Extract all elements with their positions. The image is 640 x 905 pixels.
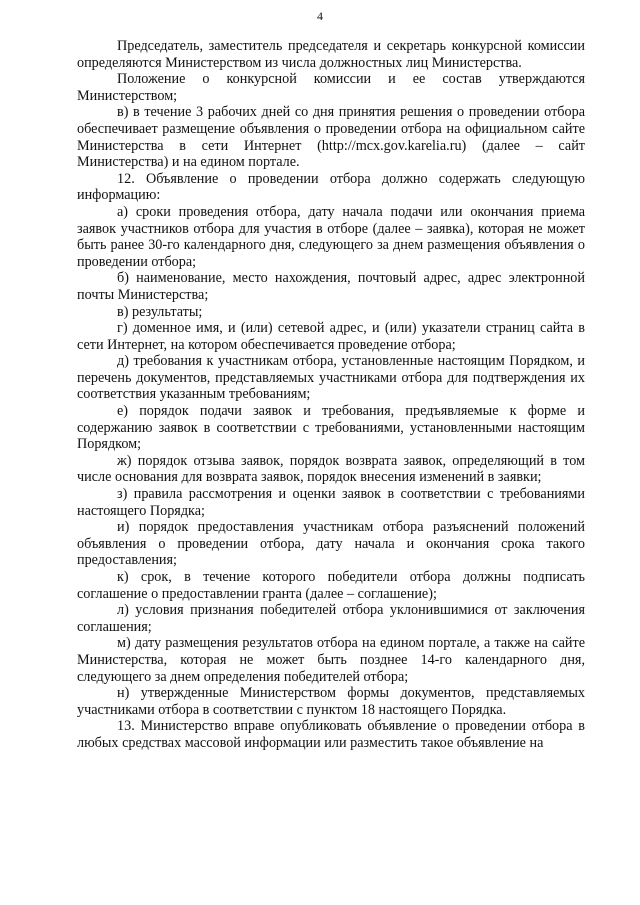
paragraph-item-d: д) требования к участникам отбора, установленные настоящим Порядком, и перечень документов, представляемых участниками отбора для подтверждения их соответствия указанным требованиям; (77, 353, 585, 403)
paragraph-item-v-publication: в) в течение 3 рабочих дней со дня принятия решения о проведении отбора обеспечивает размещение объявления о проведении отбора на официальном сайте Министерства в сети Интернет (http://mcx.gov.karelia.ru) (далее – сайт Министерства) и на едином портале. (77, 104, 585, 171)
paragraph-item-k: к) срок, в течение которого победители отбора должны подписать соглашение о предоставлении гранта (далее – соглашение); (77, 569, 585, 602)
document-body (77, 38, 585, 752)
paragraph-item-z: з) правила рассмотрения и оценки заявок в соответствии с требованиями настоящего Порядка; (77, 486, 585, 519)
paragraph-item-zh: ж) порядок отзыва заявок, порядок возврата заявок, определяющий в том числе основания для возврата заявок, порядок внесения изменений в заявки; (77, 452, 585, 486)
paragraph-commission-regulation: Положение о конкурсной комиссии и ее состав утверждаются Министерством; (77, 71, 585, 104)
page-number: 4 (317, 9, 323, 23)
paragraph-item-e: е) порядок подачи заявок и требования, предъявляемые к форме и содержанию заявок в соответствии с требованиями, установленными настоящим Порядком; (77, 403, 585, 453)
paragraph-commission-officials: Председатель, заместитель председателя и секретарь конкурсной комиссии определяются Министерством из числа должностных лиц Министерства. (77, 38, 585, 71)
paragraph-item-v: в) результаты; (117, 303, 203, 320)
paragraph-clause-13: 13. Министерство вправе опубликовать объявление о проведении отбора в любых средствах массовой информации или разместить такое объявление на (77, 718, 585, 751)
paragraph-item-n: н) утвержденные Министерством формы документов, представляемых участниками отбора в соответствии с пунктом 18 настоящего Порядка. (77, 685, 585, 718)
paragraph-item-l: л) условия признания победителей отбора уклонившимися от заключения соглашения; (77, 602, 585, 635)
paragraph-clause-12: 12. Объявление о проведении отбора должно содержать следующую информацию: (77, 170, 585, 204)
paragraph-item-b: б) наименование, место нахождения, почтовый адрес, адрес электронной почты Министерства; (77, 270, 585, 303)
paragraph-item-i: и) порядок предоставления участникам отбора разъяснений положений объявления о проведении отбора, дату начала и окончания срока такого предоставления; (77, 519, 585, 569)
paragraph-item-m: м) дату размещения результатов отбора на едином портале, а также на сайте Министерства, которая не может быть позднее 14-го календарного дня, следующего за днем определения победителей отбора; (77, 635, 585, 685)
paragraph-item-g: г) доменное имя, и (или) сетевой адрес, и (или) указатели страниц сайта в сети Интернет, на котором обеспечивается проведение отбора; (77, 320, 585, 353)
paragraph-item-a: а) сроки проведения отбора, дату начала подачи или окончания приема заявок участников отбора для участия в отборе (далее – заявка), которая не может быть ранее 30-го календарного дня, следующего за днем размещения объявления о проведении отбора; (77, 203, 585, 270)
